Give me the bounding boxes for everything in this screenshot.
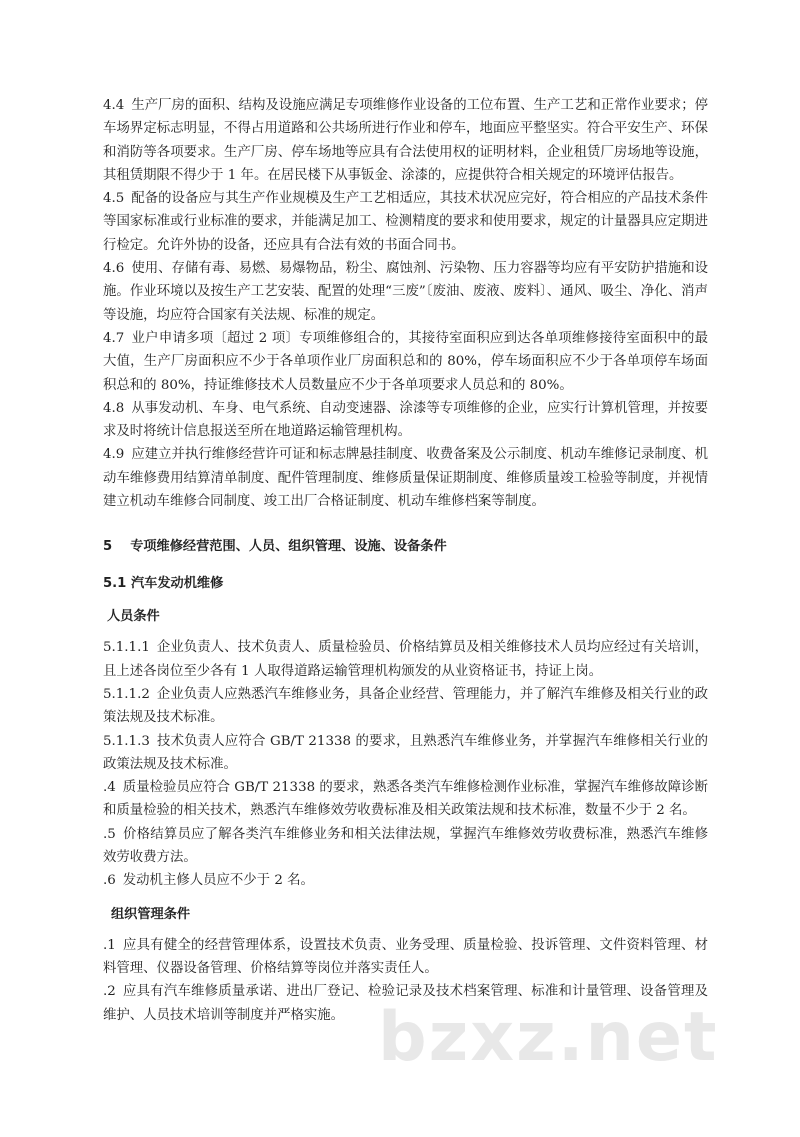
clause-text: 从事发动机、车身、电气系统、自动变速器、涂漆等专项维修的企业，应实行计算机管理，并按要求及时将统计信息报送至所在地道路运输管理机构。: [103, 400, 708, 440]
section-5-heading: [103, 535, 708, 558]
clause-personnel-4: [103, 776, 708, 823]
section-number: 5.1: [103, 576, 127, 592]
clause-5-1-1-1: [103, 636, 708, 683]
clause-text: 配备的设备应与其生产作业规模及生产工艺相适应，其技术状况应完好，符合相应的产品技术条件等国家标准或行业标准的要求，并能满足加工、检测精度的要求和使用要求，规定的计量器具应定期进行检定。允许外协的设备，还应具有合法有效的书面合同书。: [103, 191, 708, 253]
clause-5-1-1-3: [103, 730, 708, 777]
section-title: 汽车发动机维修: [130, 576, 224, 592]
clause-text: 应具有健全的经营管理体系，设置技术负责、业务受理、质量检验、投诉管理、文件资料管理、材料管理、仪器设备管理、价格结算等岗位并落实责任人。: [103, 937, 708, 976]
clause-number: 4.4: [103, 98, 125, 113]
clause-text: 应建立并执行维修经营许可证和标志牌悬挂制度、收费备案及公示制度、机动车维修记录制度、机动车维修费用结算清单制度、配件管理制度、维修质量保证期制度、维修质量竣工检验等制度，并视情建立机动车维修合同制度、竣工出厂合格证制度、机动车维修档案等制度。: [103, 447, 708, 510]
org-management-heading: 组织管理条件: [111, 906, 191, 922]
clause-text: 价格结算员应了解各类汽车维修业务和相关法律法规，掌握汽车维修效劳收费标准，熟悉汽车维修效劳收费方法。: [103, 826, 708, 866]
clause-number: .4: [103, 780, 116, 796]
clause-number: 5.1.1.2: [103, 686, 150, 702]
clause-number: 4.5: [103, 191, 125, 207]
clause-org-1: [103, 934, 708, 981]
clause-personnel-5: [103, 823, 708, 870]
clause-text: 生产厂房的面积、结构及设施应满足专项维修作业设备的工位布置、生产工艺和正常作业要求；停车场界定标志明显，不得占用道路和公共场所进行作业和停车，地面应平整坚实。符合平安生产、环保和消防等各项要求。生产厂房、停车场地等应具有合法使用权的证明材料，企业租赁厂房场地等设施，其租赁期限不得少于 1 年。在居民楼下从事钣金、涂漆的，应提供符合相关规定的环境评估报告。: [103, 98, 708, 183]
clause-4-9: [103, 443, 708, 513]
clause-text: 技术负责人应符合 GB/T 21338 的要求，且熟悉汽车维修业务，并掌握汽车维修相关行业的政策法规及技术标准。: [103, 733, 708, 772]
clause-4-4: [103, 94, 708, 187]
clause-number: .6: [103, 873, 116, 889]
clause-personnel-6: [103, 869, 708, 892]
clause-number: .5: [103, 826, 116, 842]
clause-text: 应具有汽车维修质量承诺、进出厂登记、检验记录及技术档案管理、标准和计量管理、设备管理及维护、人员技术培训等制度并严格实施。: [103, 984, 708, 1023]
clause-4-5: [103, 187, 708, 257]
site-watermark: bzxz.net: [378, 998, 719, 1077]
clause-number: 4.6: [103, 261, 125, 277]
personnel-list: [103, 636, 708, 892]
clause-number: 4.9: [103, 447, 125, 463]
clause-text: 发动机主修人员应不少于 2 名。: [122, 873, 314, 889]
clause-number: 5.1.1.1: [103, 640, 150, 656]
document-body: [103, 94, 708, 1027]
clause-text: 企业负责人应熟悉汽车维修业务，具备企业经营、管理能力，并了解汽车维修及相关行业的政策法规及技术标准。: [103, 686, 708, 726]
personnel-heading: 人员条件: [107, 609, 160, 625]
section-number: 5: [103, 539, 113, 555]
clause-text: 使用、存储有毒、易燃、易爆物品，粉尘、腐蚀剂、污染物、压力容器等均应有平安防护措施和设施。作业环境以及按生产工艺安装、配置的处理“三废”〔废油、废液、废料〕、通风、吸尘、净化、消声等设施，均应符合国家有关法规、标准的规定。: [103, 261, 708, 323]
clause-4-7: [103, 327, 708, 397]
section-5-1-heading: [103, 572, 708, 595]
clause-number: .1: [103, 937, 116, 953]
clause-text: 企业负责人、技术负责人、质量检验员、价格结算员及相关维修技术人员均应经过有关培训，且上述各岗位至少各有 1 人取得道路运输管理机构颁发的从业资格证书，持证上岗。: [103, 640, 708, 679]
clause-text: 业户申请多项〔超过 2 项〕专项维修组合的，其接待室面积应到达各单项维修接待室面积中的最大值，生产厂房面积应不少于各单项作业厂房面积总和的 80%，停车场面积应不少于各单项停车场面积总和的 80%，持证维修技术人员数量应不少于各单项要求人员总和的 80%。: [103, 330, 708, 393]
section-title: 专项维修经营范围、人员、组织管理、设施、设备条件: [130, 539, 447, 555]
clause-4-8: [103, 397, 708, 444]
clause-number: 4.7: [103, 330, 125, 346]
clause-number: .2: [103, 984, 116, 1000]
clause-number: 4.8: [103, 400, 125, 416]
clause-text: 质量检验员应符合 GB/T 21338 的要求，熟悉各类汽车维修检测作业标准，掌握汽车维修故障诊断和质量检验的相关技术，熟悉汽车维修效劳收费标准及相关政策法规和技术标准，数量不少于 2 名。: [103, 780, 708, 819]
clause-5-1-1-2: [103, 683, 708, 730]
clause-number: 5.1.1.3: [103, 733, 150, 749]
clause-4-6: [103, 257, 708, 327]
